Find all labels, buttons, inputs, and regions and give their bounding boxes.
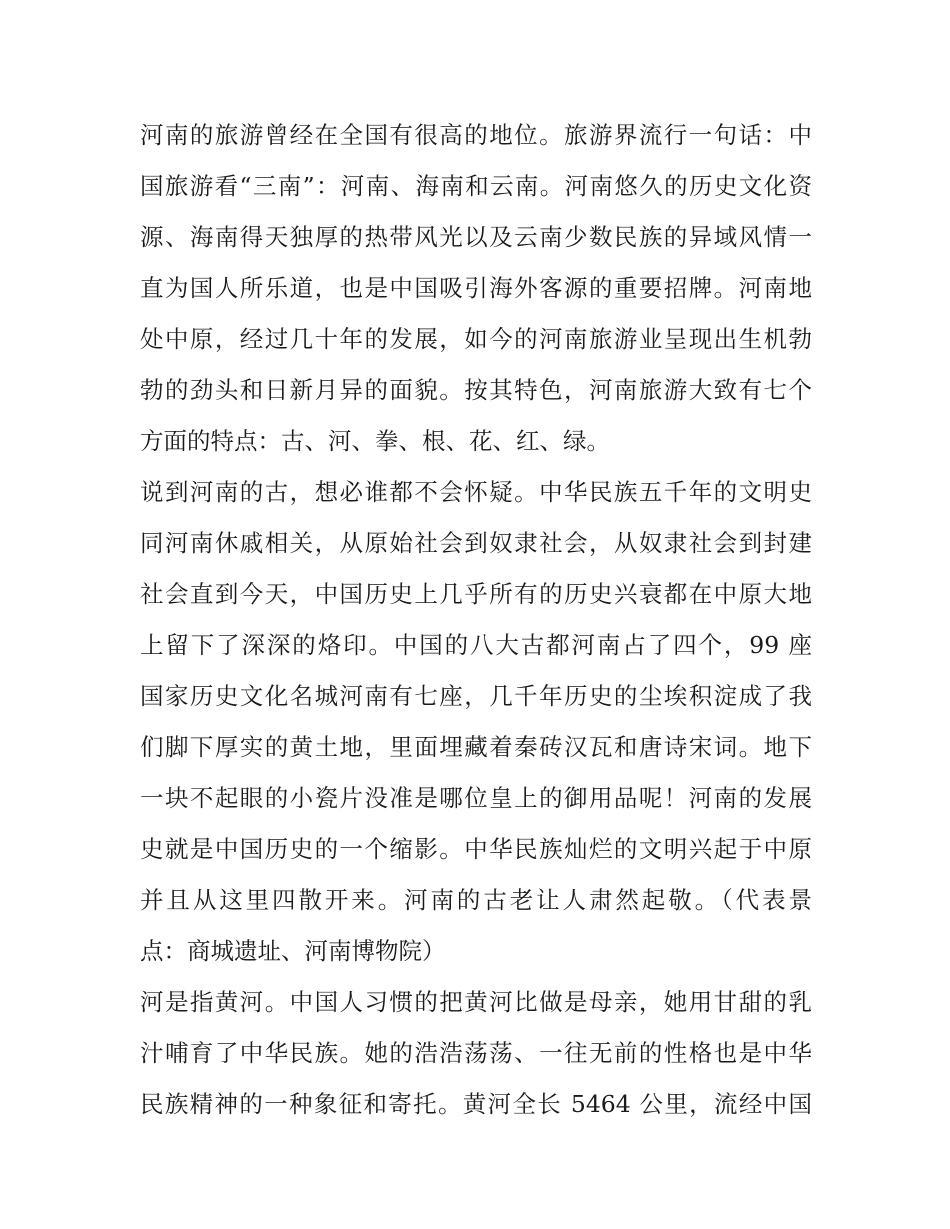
text-line: 们脚下厚实的黄土地，里面埋藏着秦砖汉瓦和唐诗宋词。地下 bbox=[140, 733, 812, 761]
text-line: 河南的旅游曾经在全国有很高的地位。旅游界流行一句话：中 bbox=[140, 121, 812, 149]
paragraph-gu bbox=[140, 467, 812, 977]
text-line: 汁哺育了中华民族。她的浩浩荡荡、一往无前的性格也是中华 bbox=[140, 1039, 812, 1067]
text-line: 上留下了深深的烙印。中国的八大古都河南占了四个，99 座 bbox=[140, 631, 812, 659]
paragraph-he bbox=[140, 977, 812, 1130]
text-line: 国旅游看“三南”：河南、海南和云南。河南悠久的历史文化资 bbox=[140, 172, 812, 200]
text-line: 点：商城遗址、河南博物院） bbox=[140, 937, 446, 965]
text-line: 河是指黄河。中国人习惯的把黄河比做是母亲，她用甘甜的乳 bbox=[140, 988, 812, 1016]
text-line: 说到河南的古，想必谁都不会怀疑。中华民族五千年的文明史 bbox=[140, 478, 812, 506]
text-line: 并且从这里四散开来。河南的古老让人肃然起敬。（代表景 bbox=[140, 886, 812, 914]
text-line: 史就是中国历史的一个缩影。中华民族灿烂的文明兴起于中原 bbox=[140, 835, 812, 863]
text-line: 勃的劲头和日新月异的面貌。按其特色，河南旅游大致有七个 bbox=[140, 376, 812, 404]
text-line: 社会直到今天，中国历史上几乎所有的历史兴衰都在中原大地 bbox=[140, 580, 812, 608]
text-line: 方面的特点：古、河、拳、根、花、红、绿。 bbox=[140, 427, 610, 455]
text-line: 同河南休戚相关，从原始社会到奴隶社会，从奴隶社会到封建 bbox=[140, 529, 812, 557]
text-line: 一块不起眼的小瓷片没准是哪位皇上的御用品呢！河南的发展 bbox=[140, 784, 812, 812]
text-line: 国家历史文化名城河南有七座，几千年历史的尘埃积淀成了我 bbox=[140, 682, 812, 710]
document-body bbox=[140, 110, 812, 1130]
text-line: 处中原，经过几十年的发展，如今的河南旅游业呈现出生机勃 bbox=[140, 325, 812, 353]
text-line: 民族精神的一种象征和寄托。黄河全长 5464 公里，流经中国 bbox=[140, 1090, 812, 1118]
text-line: 直为国人所乐道，也是中国吸引海外客源的重要招牌。河南地 bbox=[140, 274, 812, 302]
paragraph-intro bbox=[140, 110, 812, 467]
text-line: 源、海南得天独厚的热带风光以及云南少数民族的异域风情一 bbox=[140, 223, 812, 251]
